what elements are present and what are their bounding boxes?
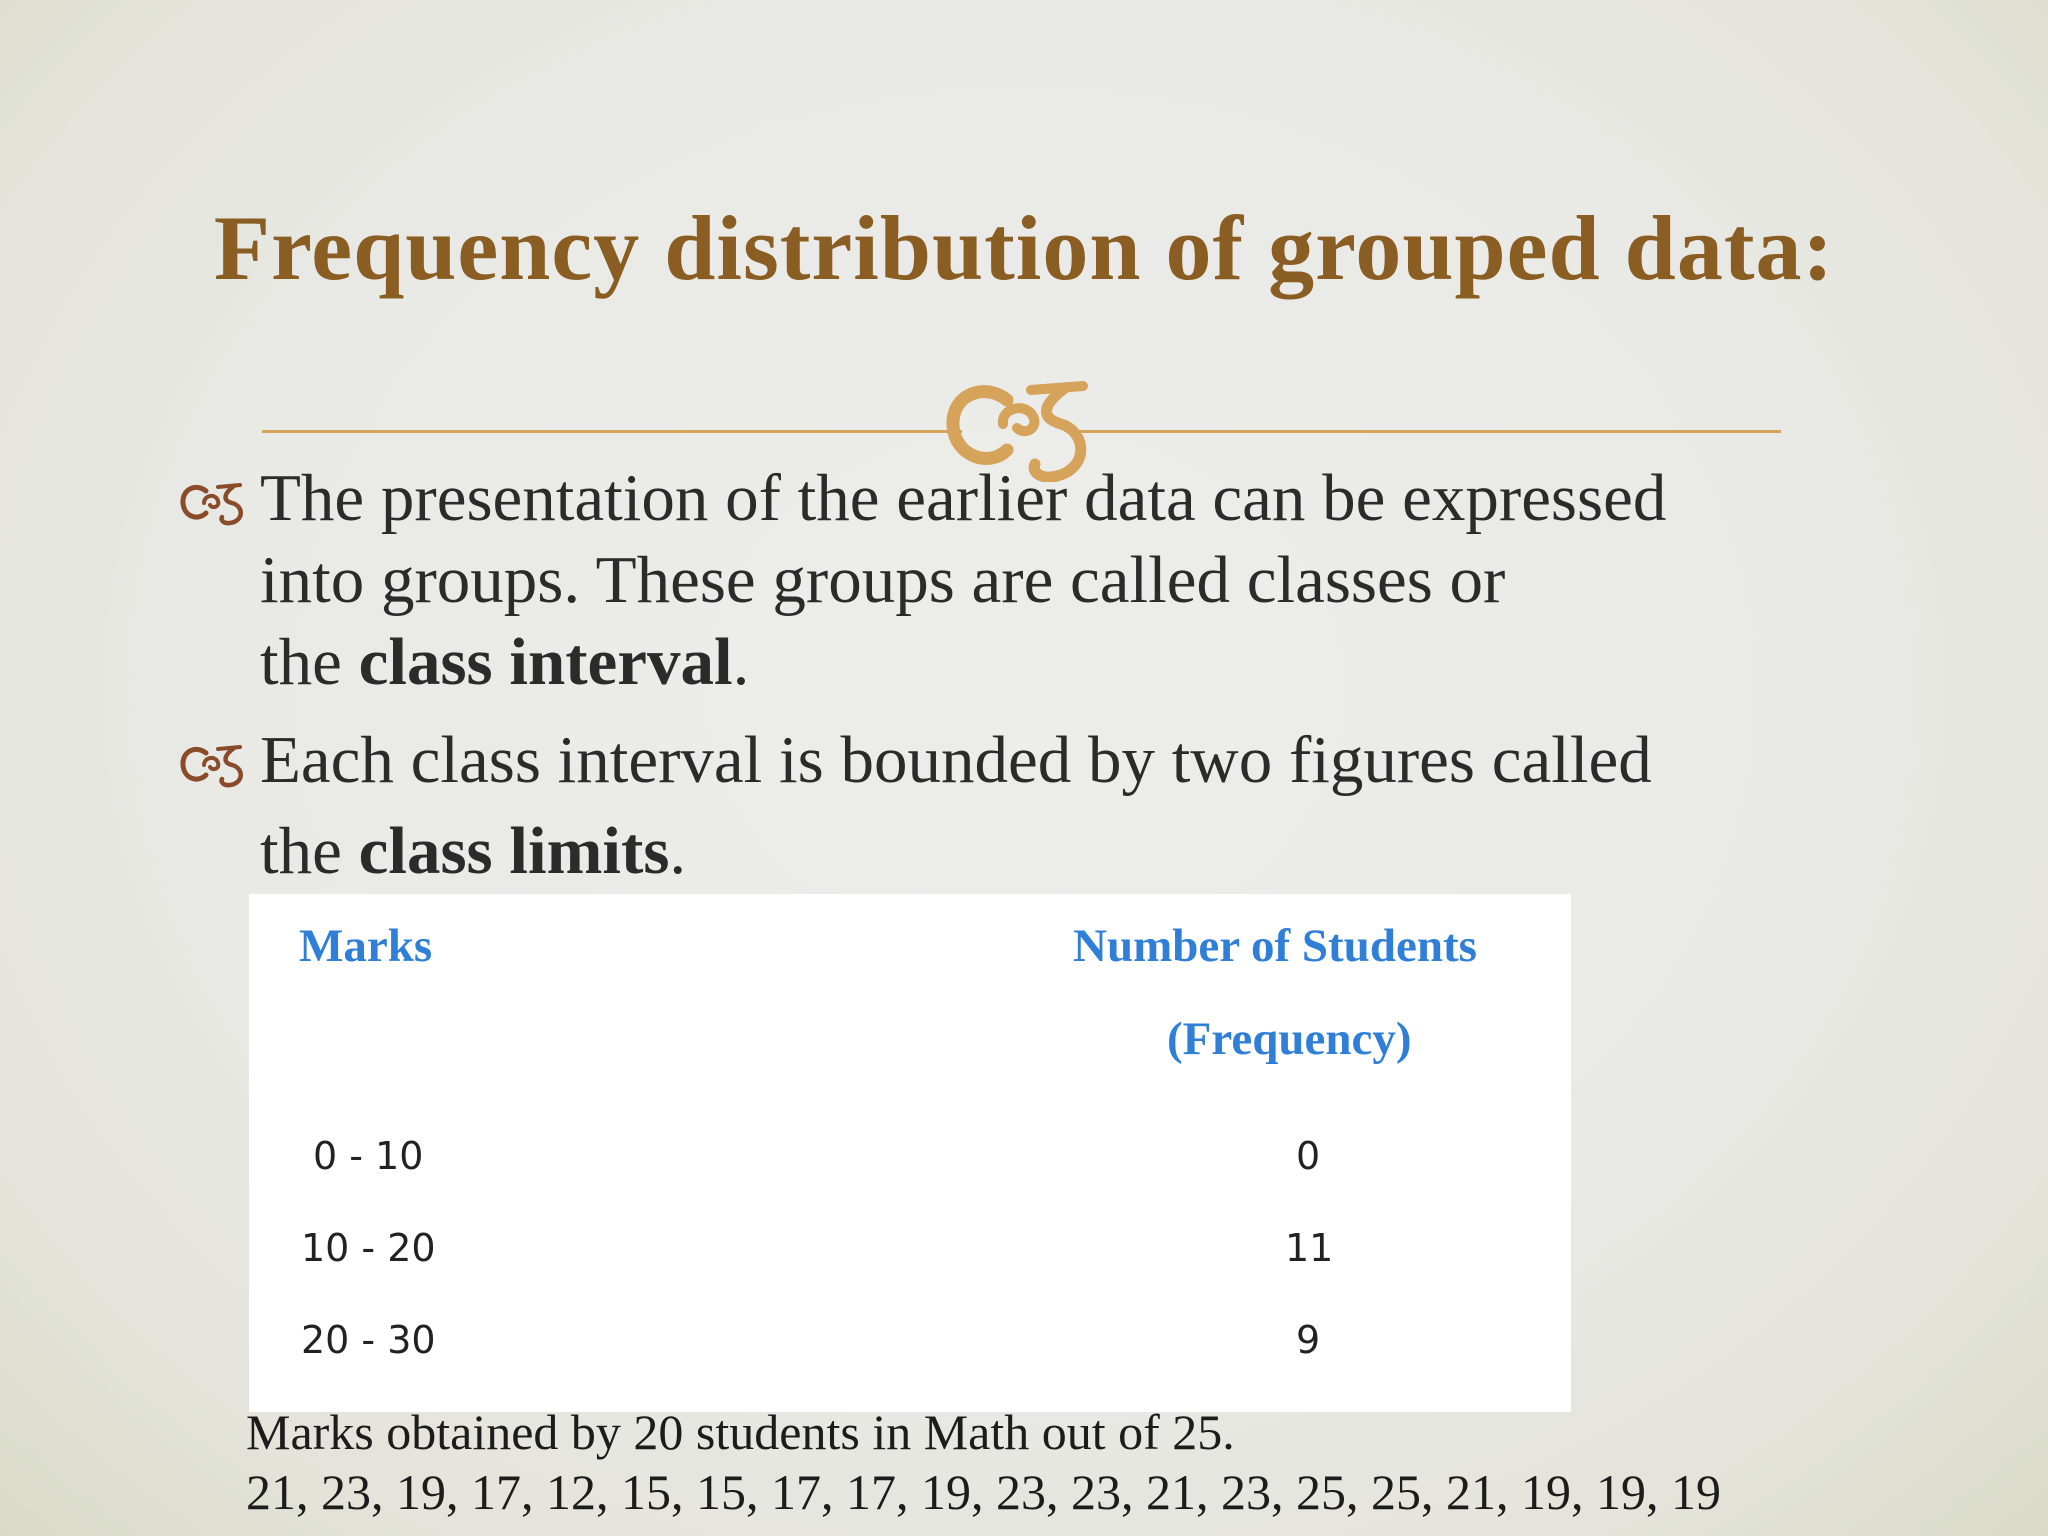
divider-line-right (1075, 430, 1781, 433)
bullet-1-line-1: The presentation of the earlier data can be expressed (260, 461, 1667, 535)
frequency-table (249, 894, 1571, 1412)
cell-frequency-row-2: 11 (1285, 1226, 1334, 1270)
cell-marks-row-1: 0 - 10 (313, 1134, 424, 1178)
header-marks: Marks (299, 920, 433, 972)
bullet-2-line-1: Each class interval is bounded by two figures called (260, 723, 1652, 797)
term-class-interval: class interval (358, 625, 733, 699)
header-frequency: (Frequency) (1167, 1013, 1412, 1065)
scroll-flourish-icon (178, 739, 248, 789)
cell-frequency-row-1: 0 (1296, 1134, 1321, 1178)
caption-raw-data: 21, 23, 19, 17, 12, 15, 15, 17, 17, 19, 23, 23, 21, 23, 25, 25, 21, 19, 19, 19 (246, 1464, 1721, 1520)
bullet-1-line-2: into groups. These groups are called classes or (260, 543, 1506, 617)
bullet-2-line-2: the class limits. (260, 814, 687, 888)
bullet-1-line-3: the class interval. (260, 625, 750, 699)
divider-line-left (262, 430, 962, 433)
caption-description: Marks obtained by 20 students in Math out of 25. (246, 1404, 1235, 1460)
cell-marks-row-2: 10 - 20 (301, 1226, 436, 1270)
cell-frequency-row-3: 9 (1296, 1318, 1321, 1362)
slide-title: Frequency distribution of grouped data: (213, 197, 1835, 299)
header-number-of-students: Number of Students (1073, 920, 1477, 972)
scroll-flourish-icon (178, 477, 248, 527)
cell-marks-row-3: 20 - 30 (301, 1318, 436, 1362)
term-class-limits: class limits (358, 814, 670, 888)
